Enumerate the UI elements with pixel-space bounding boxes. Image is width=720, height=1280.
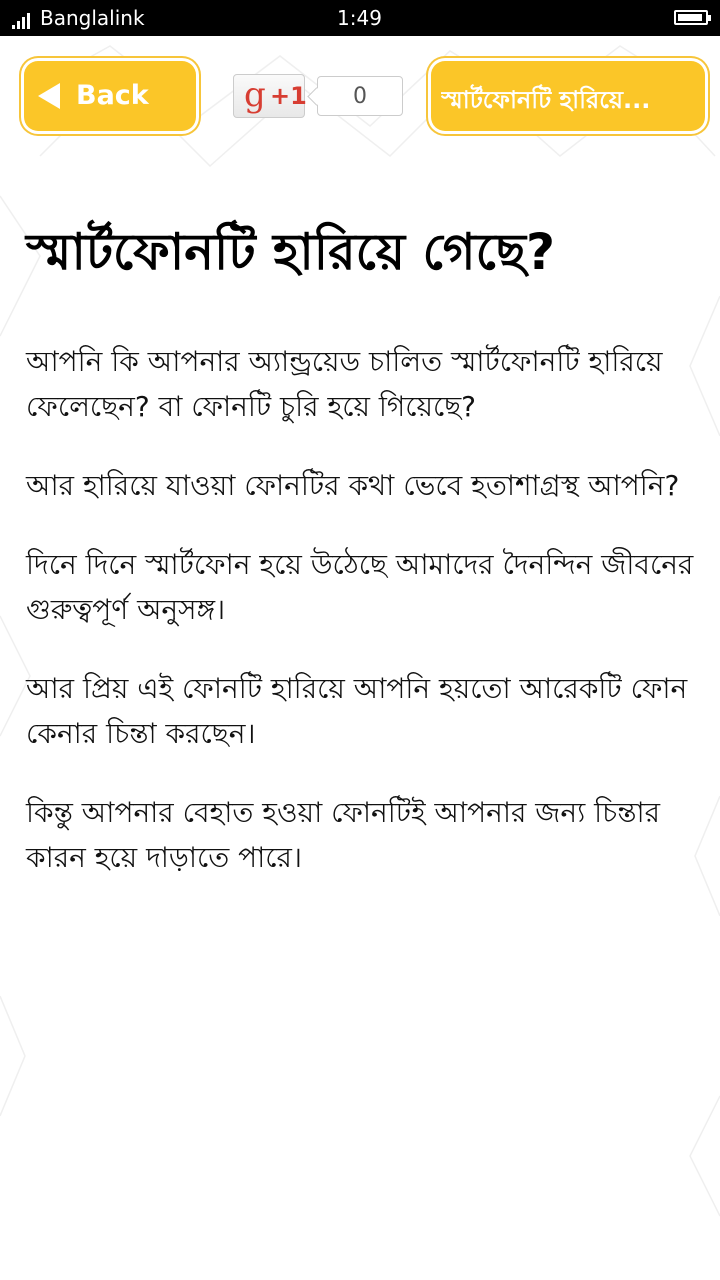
article-paragraph: কিন্তু আপনার বেহাত হওয়া ফোনটিই আপনার জন্য চিন্তার কারন হয়ে দাড়াতে পারে। [26, 796, 661, 874]
google-plus-one-button[interactable] [233, 74, 305, 118]
back-label: Back [76, 80, 149, 111]
google-g-icon: g [244, 75, 266, 115]
signal-icon [12, 10, 32, 29]
plus-one-count: 0 [317, 76, 403, 116]
article-paragraph: আর হারিয়ে যাওয়া ফোনটির কথা ভেবে হতাশাগ্রস্থ আপনি? [26, 469, 680, 502]
status-bar [0, 0, 720, 36]
plus-one-label: +1 [270, 82, 307, 110]
clock: 1:49 [337, 6, 382, 30]
article-title: স্মার্টফোনটি হারিয়ে গেছে? [26, 223, 555, 281]
article-paragraph: আপনি কি আপনার অ্যান্ড্রয়েড চালিত স্মার্টফোনটি হারিয়ে ফেলেছেন? বা ফোনটি চুরি হয়ে গিয়েছে? [26, 345, 663, 423]
article-title-button-label: স্মার্টফোনটি হারিয়ে... [441, 86, 651, 114]
carrier-name: Banglalink [40, 6, 145, 30]
article-paragraph: আর প্রিয় এই ফোনটি হারিয়ে আপনি হয়তো আরেকটি ফোন কেনার চিন্তা করছেন। [26, 672, 688, 750]
battery-icon [674, 10, 708, 25]
article [26, 205, 696, 914]
article-title-button[interactable] [431, 61, 705, 131]
article-paragraph: দিনে দিনে স্মার্টফোন হয়ে উঠেছে আমাদের দৈনন্দিন জীবনের গুরুত্বপূর্ণ অনুসঙ্গ। [26, 548, 694, 626]
back-arrow-icon [38, 83, 60, 109]
back-button[interactable] [24, 61, 196, 131]
